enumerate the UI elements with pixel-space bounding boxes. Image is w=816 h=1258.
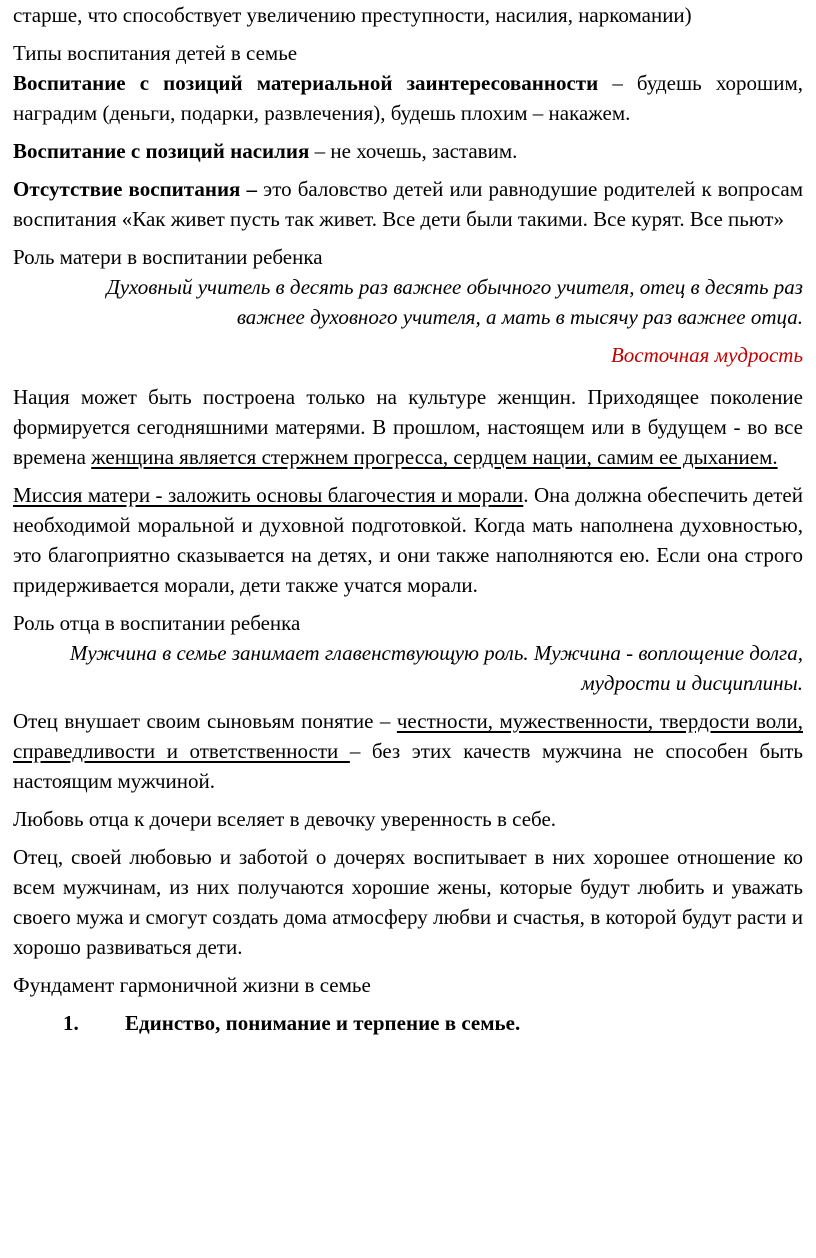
list-item-text: Единство, понимание и терпение в семье. — [125, 1011, 521, 1035]
mother-mission-underlined: Миссия матери - заложить основы благочестия и морали — [13, 483, 524, 507]
father-quote: Мужчина в семье занимает главенствующую роль. Мужчина - воплощение долга, мудрости и дисциплины. — [69, 641, 803, 695]
paragraph-father-daughter-love: Любовь отца к дочери вселяет в девочку уверенность в себе. — [13, 807, 557, 831]
paragraph-intro-tail: старше, что способствует увеличению преступности, насилия, наркомании) — [13, 3, 692, 27]
paragraph-nation: Нация может быть построена только на культуре женщин. Приходящее поколение формируется сегодняшними матерями. В прошлом, настоящем или в будущем - во все времена женщина является стержнем прогресса, сердцем нации, самим ее дыханием. — [13, 385, 803, 469]
type-material-interest: Воспитание с позиций материальной заинтересованности – будешь хорошим, наградим (деньги, подарки, развлечения), будешь плохим – накажем. — [13, 71, 803, 125]
type-no-upbringing-title: Отсутствие воспитания – — [13, 177, 258, 201]
types-heading: Типы воспитания детей в семье — [13, 41, 298, 65]
type-violence-title: Воспитание с позиций насилия — [13, 139, 310, 163]
type-no-upbringing: Отсутствие воспитания – это баловство детей или равнодушие родителей к вопросам воспитания «Как живет пусть так живет. Все дети были такими. Все курят. Все пьют» — [13, 177, 804, 231]
list-item — [13, 1008, 803, 1038]
list-item-number: 1. — [63, 1011, 79, 1035]
type-material-interest-title: Воспитание с позиций материальной заинтересованности — [13, 71, 599, 95]
mother-role-heading: Роль матери в воспитании ребенка — [13, 245, 323, 269]
father-role-heading: Роль отца в воспитании ребенка — [13, 611, 301, 635]
type-violence: Воспитание с позиций насилия – не хочешь, заставим. — [13, 139, 518, 163]
paragraph-mother-mission: Миссия матери - заложить основы благочестия и морали. Она должна обеспечить детей необходимой моральной и духовной подготовкой. Когда мать наполнена духовностью, это благоприятно сказывается на детях, и они также наполняются ею. Если она строго придерживается морали, дети также учатся морали. — [13, 483, 803, 597]
eastern-wisdom-quote: Духовный учитель в десять раз важнее обычного учителя, отец в десять раз важнее духовного учителя, а мать в тысячу раз важнее отца. — [106, 275, 803, 329]
foundation-heading: Фундамент гармоничной жизни в семье — [13, 973, 371, 997]
woman-core-underlined: женщина является стержнем прогресса, сердцем нации, самим ее дыханием. — [91, 445, 778, 469]
quote-source: Восточная мудрость — [610, 343, 803, 367]
father-qualities-underlined: честности, мужественности, твердости воли, справедливости и ответственности — [13, 709, 803, 763]
paragraph-father-daughters: Отец, своей любовью и заботой о дочерях воспитывает в них хорошее отношение ко всем мужчинам, из них получаются хорошие жены, которые будут любить и уважать своего мужа и смогут создать дома атмосферу любви и счастья, в которой будут расти и хорошо развиваться дети. — [13, 845, 803, 959]
paragraph-father-sons: Отец внушает своим сыновьям понятие – честности, мужественности, твердости воли, справедливости и ответственности – без этих качеств мужчина не способен быть настоящим мужчиной. — [13, 709, 803, 793]
